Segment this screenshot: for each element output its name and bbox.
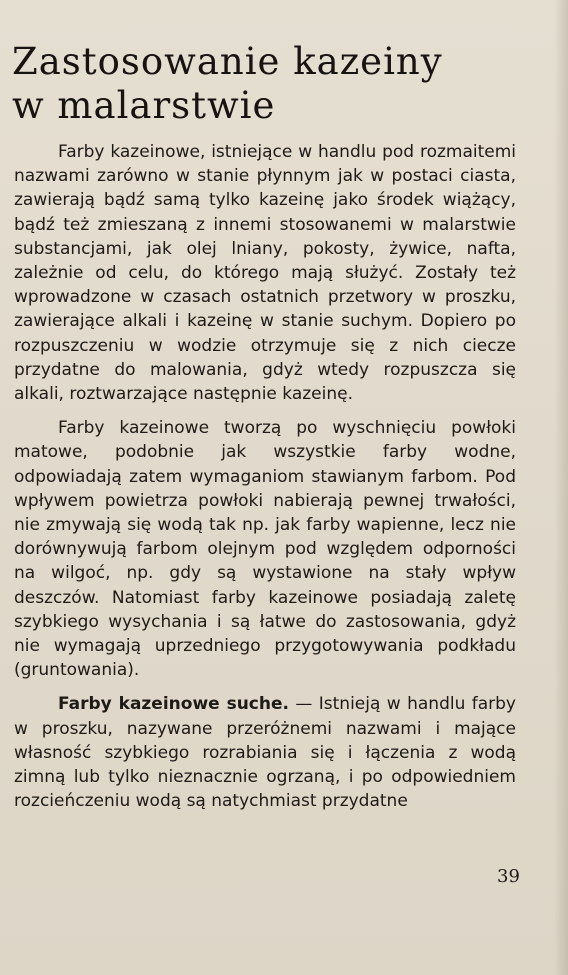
page-edge-shadow (554, 0, 568, 975)
heading-line-2: w malarstwie (12, 84, 276, 127)
heading-line-1: Zastosowanie kazeiny (12, 40, 443, 83)
paragraph-1: Farby kazeinowe, istniejące w handlu pod rozmaitemi nazwami zarówno w stanie płynnym jak w postaci ciasta, zawierają bądź samą tylko kazeinę jako środek wiążący, bądź też zmieszaną z innemi stosowanemi w malarstwie substancjami, jak olej lniany, pokosty, żywice, nafta, zależnie od celu, do którego mają służyć. Zostały też wprowadzone w czasach ostatnich przetwory w proszku, zawierające alkali i kazeinę w stanie suchym. Dopiero po rozpuszczeniu w wodzie otrzymuje się z nich ciecze przydatne do malowania, gdyż wtedy rozpuszcza się alkali, roztwarzające następnie kazeinę. (14, 142, 516, 405)
paragraph-3 (14, 692, 516, 813)
body-text (14, 140, 516, 813)
paragraph-3-text: — Istnieją w handlu farby w proszku, nazywane przeróżnemi nazwami i mające własność szybkiego rozrabiania się i łączenia z wodą zimną lub tylko nieznacznie ogrzaną, i po odpowiedniem rozcieńczeniu wodą są natychmiast przydatne (14, 694, 516, 812)
paragraph-2: Farby kazeinowe tworzą po wyschnięciu powłoki matowe, podobnie jak wszystkie farby wodne, odpowiadają zatem wymaganiom stawianym farbom. Pod wpływem powietrza powłoki nabierają pewnej trwałości, nie zmywają się wodą tak np. jak farby wapienne, lecz nie dorównywują farbom olejnym pod względem odporności na wilgoć, np. gdy są wystawione na stały wpływ deszczów. Natomiast farby kazeinowe posiadają zaletę szybkiego wysychania i są łatwe do zastosowania, gdyż nie wymagają uprzedniego przygotowywania podkładu (gruntowania). (14, 418, 516, 681)
chapter-heading (12, 40, 512, 128)
section-run-in-title: Farby kazeinowe suche. (58, 694, 289, 715)
page-number: 39 (497, 866, 520, 887)
